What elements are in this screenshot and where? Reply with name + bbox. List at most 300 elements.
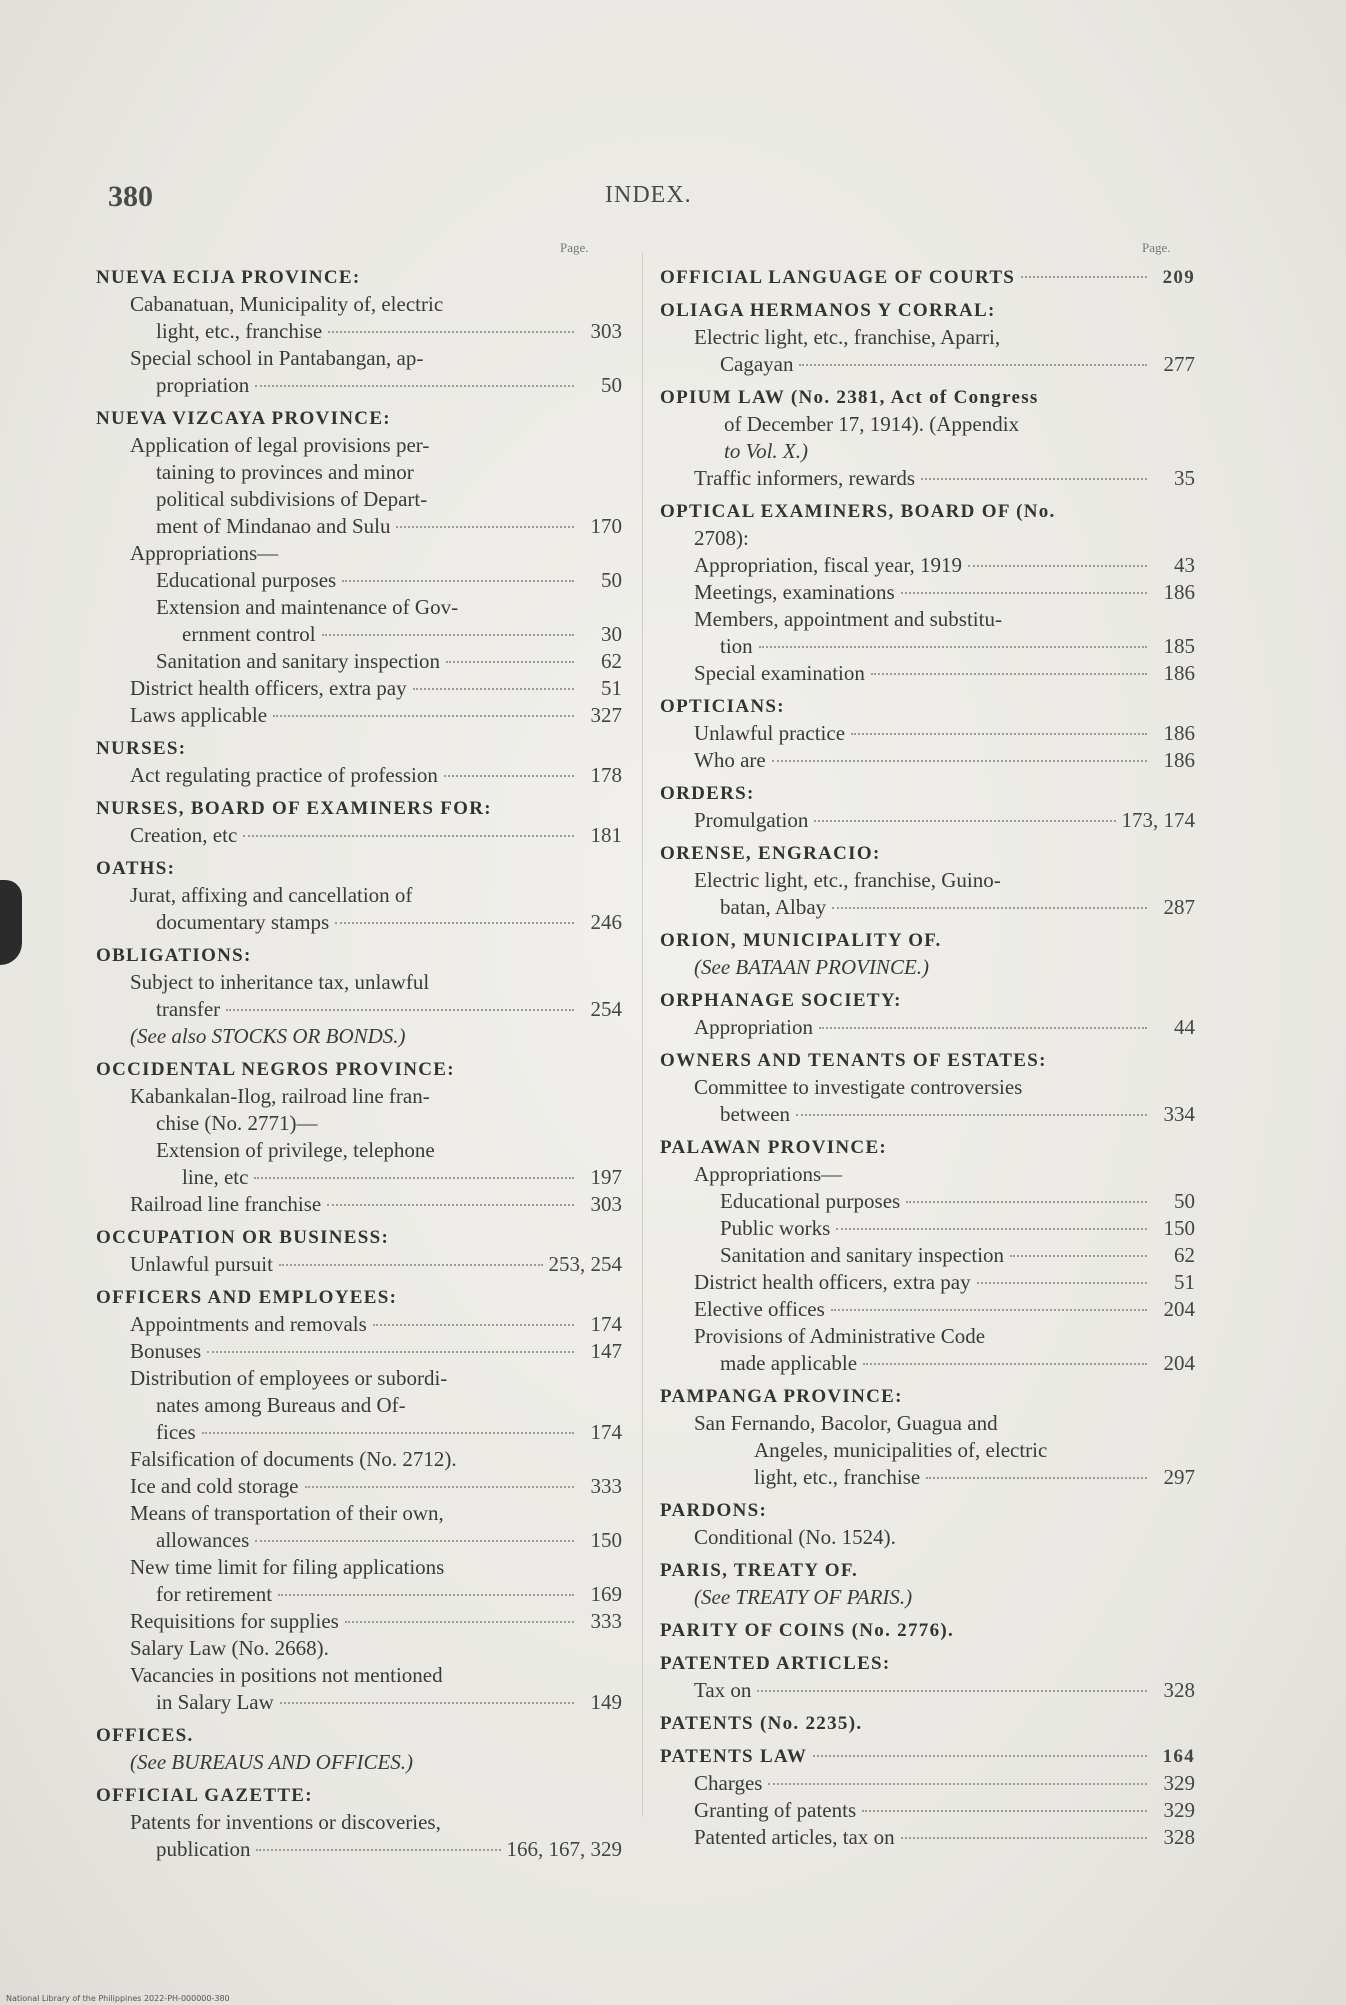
- index-heading: [660, 297, 1195, 324]
- index-entry: [660, 525, 1195, 552]
- entry-text: of December 17, 1914). (Appendix: [724, 412, 1020, 436]
- entry-text: PARITY OF COINS (No. 2776).: [660, 1620, 955, 1641]
- entry-text: chise (No. 2771)—: [156, 1111, 318, 1135]
- leader-dots: [256, 1848, 500, 1851]
- index-entry: [660, 1188, 1195, 1215]
- page-reference: 174: [590, 1420, 622, 1444]
- index-entry: [96, 996, 622, 1023]
- page-reference: 333: [590, 1609, 622, 1633]
- index-heading: [660, 1743, 1195, 1770]
- entry-text: Falsification of documents (No. 2712).: [130, 1447, 457, 1471]
- entry-text: Appropriations—: [694, 1162, 843, 1186]
- index-entry: [660, 1584, 1195, 1611]
- index-heading: [660, 1134, 1195, 1161]
- index-entry: [96, 1500, 622, 1527]
- index-entry: [96, 1635, 622, 1662]
- page-reference: 297: [1163, 1465, 1195, 1489]
- entry-text: OPIUM LAW (No. 2381, Act of Congress: [660, 387, 1039, 408]
- index-heading: [660, 780, 1195, 807]
- entry-text: NUEVA VIZCAYA PROVINCE:: [96, 408, 391, 429]
- column-divider: [642, 252, 643, 1817]
- index-entry: [660, 1269, 1195, 1296]
- leader-dots: [243, 834, 574, 837]
- entry-text: New time limit for filing applications: [130, 1555, 445, 1579]
- index-entry: [96, 1164, 622, 1191]
- index-entry: [96, 1338, 622, 1365]
- entry-text: ORION, MUNICIPALITY OF.: [660, 930, 942, 951]
- entry-text: PARDONS:: [660, 1500, 768, 1521]
- entry-text: Meetings, examinations: [694, 580, 895, 604]
- entry-text: OFFICES.: [96, 1725, 194, 1746]
- entry-text: Act regulating practice of profession: [130, 763, 438, 787]
- index-entry: [96, 459, 622, 486]
- leader-dots: [273, 714, 574, 717]
- entry-text: Educational purposes: [156, 568, 337, 592]
- entry-text: made applicable: [720, 1351, 858, 1375]
- entry-text: PATENTS (No. 2235).: [660, 1713, 863, 1734]
- index-entry: [96, 1311, 622, 1338]
- entry-text: in Salary Law: [156, 1690, 274, 1714]
- index-entry: [96, 1365, 622, 1392]
- page-reference: 50: [601, 373, 622, 397]
- index-entry: [660, 1296, 1195, 1323]
- index-entry: [96, 822, 622, 849]
- index-entry: [660, 1524, 1195, 1551]
- index-heading: [660, 1650, 1195, 1677]
- index-entry: [660, 1242, 1195, 1269]
- page-reference: 44: [1174, 1015, 1195, 1039]
- entry-text: OFFICERS AND EMPLOYEES:: [96, 1287, 398, 1308]
- page-reference: 147: [590, 1339, 622, 1363]
- leader-dots: [871, 672, 1147, 675]
- page-reference: 173, 174: [1121, 808, 1195, 832]
- index-entry: [96, 1137, 622, 1164]
- index-entry: [96, 1473, 622, 1500]
- leader-dots: [901, 1836, 1147, 1839]
- entry-text: batan, Albay: [720, 895, 827, 919]
- page-reference: 51: [1174, 1270, 1195, 1294]
- left-page-column-label: Page.: [560, 240, 589, 255]
- entry-text: Appointments and removals: [130, 1312, 367, 1336]
- index-entry: [96, 1191, 622, 1218]
- entry-text: Cabanatuan, Municipality of, electric: [130, 292, 444, 316]
- entry-text: (See also STOCKS OR BONDS.): [130, 1024, 406, 1048]
- leader-dots: [255, 1539, 574, 1542]
- entry-text: between: [720, 1102, 790, 1126]
- index-entry: [96, 1749, 622, 1776]
- entry-text: PAMPANGA PROVINCE:: [660, 1386, 903, 1407]
- index-entry: [96, 1689, 622, 1716]
- index-heading: [96, 1224, 622, 1251]
- index-entry: [660, 1437, 1195, 1464]
- leader-dots: [814, 819, 1115, 822]
- index-entry: [96, 1809, 622, 1836]
- index-entry: [96, 486, 622, 513]
- entry-text: Granting of patents: [694, 1798, 857, 1822]
- entry-text: 2708):: [694, 526, 749, 550]
- page-reference: 186: [1163, 748, 1195, 772]
- right-index-column: [660, 258, 1195, 1851]
- index-entry: [660, 552, 1195, 579]
- entry-text: Application of legal provisions per-: [130, 433, 430, 457]
- entry-text: Patents for inventions or discoveries,: [130, 1810, 441, 1834]
- index-heading: [660, 927, 1195, 954]
- entry-text: tion: [720, 634, 753, 658]
- leader-dots: [799, 363, 1147, 366]
- entry-text: OPTICIANS:: [660, 696, 785, 717]
- index-heading: [96, 1782, 622, 1809]
- index-heading: [96, 1056, 622, 1083]
- entry-text: (See TREATY OF PARIS.): [694, 1585, 913, 1609]
- entry-text: transfer: [156, 997, 221, 1021]
- index-entry: [660, 1350, 1195, 1377]
- index-entry: [660, 1464, 1195, 1491]
- entry-text: Who are: [694, 748, 766, 772]
- index-entry: [96, 1419, 622, 1446]
- page-reference: 186: [1163, 580, 1195, 604]
- entry-text: ernment control: [182, 622, 316, 646]
- leader-dots: [906, 1200, 1147, 1203]
- page-reference: 150: [1163, 1216, 1195, 1240]
- entry-text: Requisitions for supplies: [130, 1609, 339, 1633]
- scan-footer-tag: National Library of the Philippines 2022-PH-000000-380: [6, 1994, 230, 2003]
- leader-dots: [202, 1431, 574, 1434]
- page-reference: 30: [601, 622, 622, 646]
- entry-text: Salary Law (No. 2668).: [130, 1636, 329, 1660]
- index-entry: [96, 1527, 622, 1554]
- entry-text: for retirement: [156, 1582, 273, 1606]
- index-entry: [96, 1023, 622, 1050]
- entry-text: PALAWAN PROVINCE:: [660, 1137, 888, 1158]
- page-reference: 169: [590, 1582, 622, 1606]
- entry-text: Promulgation: [694, 808, 809, 832]
- index-entry: [660, 720, 1195, 747]
- entry-text: Conditional (No. 1524).: [694, 1525, 896, 1549]
- entry-text: OPTICAL EXAMINERS, BOARD OF (No.: [660, 501, 1056, 522]
- entry-text: Sanitation and sanitary inspection: [720, 1243, 1005, 1267]
- entry-text: District health officers, extra pay: [694, 1270, 971, 1294]
- index-entry: [660, 411, 1195, 438]
- entry-text: NUEVA ECIJA PROVINCE:: [96, 267, 361, 288]
- entry-text: light, etc., franchise: [754, 1465, 921, 1489]
- entry-text: light, etc., franchise: [156, 319, 323, 343]
- page-reference: 246: [590, 910, 622, 934]
- leader-dots: [396, 525, 574, 528]
- entry-text: OCCUPATION OR BUSINESS:: [96, 1227, 390, 1248]
- entry-text: taining to provinces and minor: [156, 460, 414, 484]
- leader-dots: [254, 1176, 574, 1179]
- index-entry: [96, 432, 622, 459]
- entry-text: Extension and maintenance of Gov-: [156, 595, 459, 619]
- entry-text: Members, appointment and substitu-: [694, 607, 1002, 631]
- index-heading: [96, 405, 622, 432]
- index-entry: [96, 1446, 622, 1473]
- index-entry: [96, 621, 622, 648]
- index-heading: [660, 987, 1195, 1014]
- page-reference: 174: [590, 1312, 622, 1336]
- entry-text: allowances: [156, 1528, 250, 1552]
- page-reference: 50: [601, 568, 622, 592]
- index-entry: [660, 1770, 1195, 1797]
- index-entry: [96, 1554, 622, 1581]
- leader-dots: [851, 732, 1147, 735]
- entry-text: OFFICIAL GAZETTE:: [96, 1785, 313, 1806]
- index-entry: [96, 1392, 622, 1419]
- leader-dots: [279, 1263, 543, 1266]
- index-entry: [96, 540, 622, 567]
- leader-dots: [926, 1476, 1147, 1479]
- index-heading: [660, 1383, 1195, 1410]
- index-entry: [660, 1323, 1195, 1350]
- index-entry: [660, 1677, 1195, 1704]
- leader-dots: [796, 1113, 1147, 1116]
- page-reference: 204: [1163, 1351, 1195, 1375]
- entry-text: Public works: [720, 1216, 831, 1240]
- leader-dots: [921, 477, 1147, 480]
- index-heading: [660, 1047, 1195, 1074]
- page-reference: 254: [590, 997, 622, 1021]
- index-entry: [96, 1836, 622, 1863]
- page-reference: 253, 254: [548, 1252, 622, 1276]
- index-entry: [660, 954, 1195, 981]
- index-entry: [660, 807, 1195, 834]
- leader-dots: [373, 1323, 574, 1326]
- leader-dots: [413, 687, 574, 690]
- index-entry: [96, 1581, 622, 1608]
- entry-text: Distribution of employees or subordi-: [130, 1366, 448, 1390]
- index-entry: [96, 345, 622, 372]
- index-heading: [96, 1722, 622, 1749]
- index-entry: [96, 1110, 622, 1137]
- entry-text: San Fernando, Bacolor, Guagua and: [694, 1411, 998, 1435]
- index-entry: [660, 894, 1195, 921]
- page-reference: 287: [1163, 895, 1195, 919]
- index-heading: [96, 735, 622, 762]
- entry-text: fices: [156, 1420, 196, 1444]
- page-reference: 166, 167, 329: [506, 1837, 622, 1861]
- page-reference: 178: [590, 763, 622, 787]
- right-page-column-label: Page.: [1142, 240, 1171, 255]
- index-heading: [660, 840, 1195, 867]
- leader-dots: [862, 1809, 1147, 1812]
- entry-text: Ice and cold storage: [130, 1474, 299, 1498]
- page-reference: 186: [1163, 721, 1195, 745]
- index-entry: [660, 606, 1195, 633]
- page-reference: 185: [1163, 634, 1195, 658]
- index-heading: [660, 1497, 1195, 1524]
- entry-text: ment of Mindanao and Sulu: [156, 514, 391, 538]
- index-entry: [660, 1101, 1195, 1128]
- entry-text: Electric light, etc., franchise, Guino-: [694, 868, 1001, 892]
- entry-text: Vacancies in positions not mentioned: [130, 1663, 443, 1687]
- leader-dots: [968, 564, 1147, 567]
- index-entry: [96, 762, 622, 789]
- index-entry: [660, 465, 1195, 492]
- index-entry: [96, 648, 622, 675]
- running-head-title: INDEX.: [605, 182, 692, 208]
- leader-dots: [977, 1281, 1147, 1284]
- entry-text: OFFICIAL LANGUAGE OF COURTS: [660, 267, 1016, 288]
- entry-text: Jurat, affixing and cancellation of: [130, 883, 413, 907]
- index-heading: [96, 855, 622, 882]
- leader-dots: [322, 633, 574, 636]
- entry-text: Charges: [694, 1771, 763, 1795]
- leader-dots: [813, 1754, 1147, 1757]
- index-heading: [660, 264, 1195, 291]
- index-entry: [96, 1251, 622, 1278]
- index-entry: [96, 1083, 622, 1110]
- page-reference: 328: [1163, 1678, 1195, 1702]
- entry-text: Appropriations—: [130, 541, 279, 565]
- leader-dots: [327, 1203, 574, 1206]
- leader-dots: [345, 1620, 574, 1623]
- entry-text: Means of transportation of their own,: [130, 1501, 444, 1525]
- entry-text: documentary stamps: [156, 910, 330, 934]
- entry-text: Educational purposes: [720, 1189, 901, 1213]
- entry-text: Provisions of Administrative Code: [694, 1324, 986, 1348]
- entry-text: Special examination: [694, 661, 865, 685]
- leader-dots: [255, 384, 574, 387]
- leader-dots: [832, 906, 1147, 909]
- index-entry: [660, 1014, 1195, 1041]
- entry-text: Cagayan: [720, 352, 794, 376]
- entry-text: Committee to investigate controversies: [694, 1075, 1023, 1099]
- entry-text: Unlawful pursuit: [130, 1252, 273, 1276]
- index-heading: [660, 384, 1195, 411]
- index-entry: [96, 594, 622, 621]
- leader-dots: [772, 759, 1147, 762]
- entry-text: Patented articles, tax on: [694, 1825, 895, 1849]
- entry-text: OLIAGA HERMANOS Y CORRAL:: [660, 300, 996, 321]
- index-heading: [660, 693, 1195, 720]
- entry-text: OWNERS AND TENANTS OF ESTATES:: [660, 1050, 1047, 1071]
- entry-text: Angeles, municipalities of, electric: [754, 1438, 1048, 1462]
- entry-text: publication: [156, 1837, 251, 1861]
- index-entry: [660, 867, 1195, 894]
- entry-text: propriation: [156, 373, 250, 397]
- leader-dots: [836, 1227, 1147, 1230]
- leader-dots: [831, 1308, 1147, 1311]
- leader-dots: [757, 1689, 1147, 1692]
- index-heading: [660, 1710, 1195, 1737]
- index-entry: [96, 567, 622, 594]
- index-heading: [660, 1557, 1195, 1584]
- entry-text: (See BUREAUS AND OFFICES.): [130, 1750, 414, 1774]
- page-reference: 334: [1163, 1102, 1195, 1126]
- entry-text: Sanitation and sanitary inspection: [156, 649, 441, 673]
- entry-text: ORPHANAGE SOCIETY:: [660, 990, 902, 1011]
- entry-text: Appropriation, fiscal year, 1919: [694, 553, 962, 577]
- page-reference: 209: [1162, 267, 1195, 288]
- entry-text: Special school in Pantabangan, ap-: [130, 346, 424, 370]
- page-reference: 277: [1163, 352, 1195, 376]
- page-reference: 51: [601, 676, 622, 700]
- page-reference: 204: [1163, 1297, 1195, 1321]
- entry-text: ORENSE, ENGRACIO:: [660, 843, 881, 864]
- index-entry: [660, 660, 1195, 687]
- index-entry: [660, 438, 1195, 465]
- leader-dots: [444, 774, 574, 777]
- index-entry: [660, 747, 1195, 774]
- index-entry: [96, 702, 622, 729]
- entry-text: Tax on: [694, 1678, 752, 1702]
- index-entry: [96, 291, 622, 318]
- entry-text: political subdivisions of Depart-: [156, 487, 428, 511]
- entry-text: District health officers, extra pay: [130, 676, 407, 700]
- page-number: 380: [108, 180, 153, 213]
- entry-text: Kabankalan-Ilog, railroad line fran-: [130, 1084, 430, 1108]
- leader-dots: [1021, 275, 1147, 278]
- index-entry: [96, 372, 622, 399]
- index-entry: [660, 1161, 1195, 1188]
- index-entry: [660, 351, 1195, 378]
- page-reference: 50: [1174, 1189, 1195, 1213]
- page-reference: 149: [590, 1690, 622, 1714]
- page-reference: 43: [1174, 553, 1195, 577]
- entry-text: Electric light, etc., franchise, Aparri,: [694, 325, 1001, 349]
- index-entry: [96, 318, 622, 345]
- leader-dots: [901, 591, 1147, 594]
- leader-dots: [328, 330, 574, 333]
- index-heading: [660, 498, 1195, 525]
- entry-text: OATHS:: [96, 858, 176, 879]
- entry-text: Railroad line franchise: [130, 1192, 322, 1216]
- entry-text: NURSES, BOARD OF EXAMINERS FOR:: [96, 798, 492, 819]
- leader-dots: [768, 1782, 1147, 1785]
- index-heading: [660, 1617, 1195, 1644]
- index-entry: [660, 579, 1195, 606]
- page-reference: 329: [1163, 1771, 1195, 1795]
- leader-dots: [1010, 1254, 1147, 1257]
- page-reference: 329: [1163, 1798, 1195, 1822]
- entry-text: PATENTS LAW: [660, 1746, 808, 1767]
- leader-dots: [446, 660, 574, 663]
- index-entry: [96, 969, 622, 996]
- leader-dots: [335, 921, 574, 924]
- index-heading: [96, 264, 622, 291]
- page-reference: 328: [1163, 1825, 1195, 1849]
- index-heading: [96, 1284, 622, 1311]
- page-reference: 164: [1162, 1746, 1195, 1767]
- page-reference: 197: [590, 1165, 622, 1189]
- entry-text: Extension of privilege, telephone: [156, 1138, 435, 1162]
- page-reference: 170: [590, 514, 622, 538]
- entry-text: OBLIGATIONS:: [96, 945, 252, 966]
- page-reference: 62: [601, 649, 622, 673]
- page-reference: 62: [1174, 1243, 1195, 1267]
- entry-text: OCCIDENTAL NEGROS PROVINCE:: [96, 1059, 455, 1080]
- index-entry: [660, 1797, 1195, 1824]
- entry-text: Unlawful practice: [694, 721, 846, 745]
- page-reference: 303: [590, 319, 622, 343]
- page-reference: 181: [590, 823, 622, 847]
- index-entry: [660, 1824, 1195, 1851]
- index-entry: [660, 1410, 1195, 1437]
- entry-text: (See BATAAN PROVINCE.): [694, 955, 930, 979]
- leader-dots: [342, 579, 574, 582]
- page-reference: 150: [590, 1528, 622, 1552]
- entry-text: ORDERS:: [660, 783, 755, 804]
- leader-dots: [280, 1701, 574, 1704]
- leader-dots: [819, 1026, 1147, 1029]
- index-entry: [660, 633, 1195, 660]
- entry-text: Laws applicable: [130, 703, 268, 727]
- left-index-column: [96, 258, 622, 1863]
- index-heading: [96, 795, 622, 822]
- index-entry: [96, 1608, 622, 1635]
- entry-text: line, etc: [182, 1165, 249, 1189]
- index-entry: [660, 1074, 1195, 1101]
